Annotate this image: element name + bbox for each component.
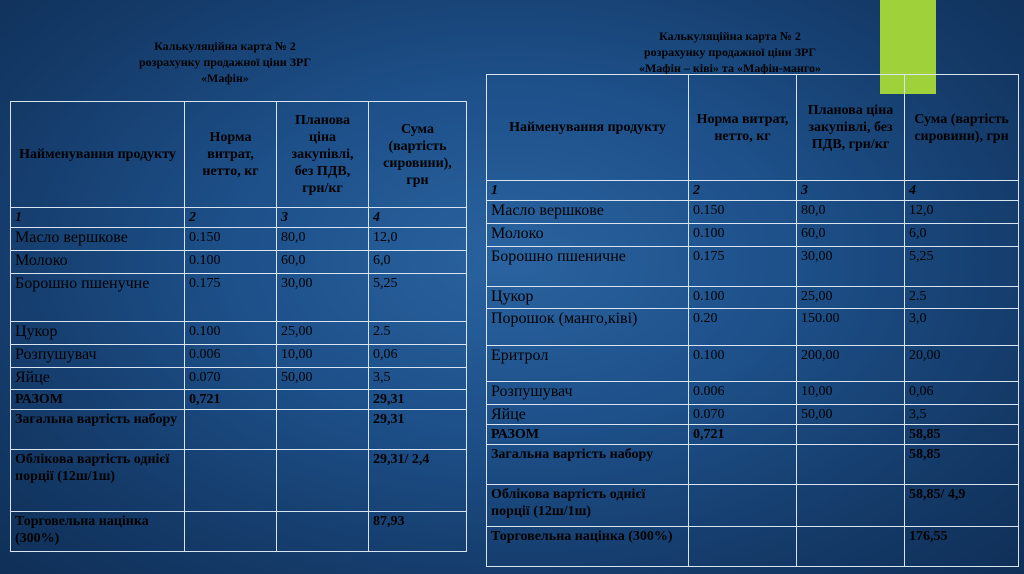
norm-value: 0.100 [689, 224, 797, 247]
header-cell: Норма витрат, нетто, кг [185, 102, 277, 208]
table-row [11, 322, 467, 345]
summary-row [11, 410, 467, 450]
price-value: 25,00 [797, 287, 905, 309]
price-value: 50,00 [797, 405, 905, 425]
norm-value [689, 445, 797, 485]
norm-value: 0.150 [185, 228, 277, 251]
norm-value: 0.175 [689, 247, 797, 287]
right-caption-line: «Мафін – ківі» та «Мафін-манго» [638, 61, 821, 75]
sum-value: 6,0 [369, 251, 467, 274]
table-row [487, 309, 1019, 346]
price-value: 30,00 [797, 247, 905, 287]
norm-value: 0.100 [185, 322, 277, 345]
summary-row [487, 425, 1019, 445]
price-value: 10,00 [277, 345, 369, 368]
price-value: 80,0 [797, 201, 905, 224]
price-value: 80,0 [277, 228, 369, 251]
price-value [277, 410, 369, 450]
product-name: Розпушувач [11, 345, 185, 368]
sum-value: 2.5 [369, 322, 467, 345]
sum-value: 5,25 [369, 274, 467, 322]
product-name: Борошно пшенучне [11, 274, 185, 322]
norm-value: 0.100 [185, 251, 277, 274]
header-row [487, 75, 1019, 181]
left-caption-line: Калькуляційна карта № 2 [154, 39, 296, 53]
index-cell: 4 [369, 208, 467, 228]
table-row [487, 405, 1019, 425]
right-caption-line: розрахунку продажної ціни ЗРГ [643, 45, 816, 59]
product-name: Молоко [487, 224, 689, 247]
table-row [11, 251, 467, 274]
norm-value: 0.070 [185, 368, 277, 390]
table-row [487, 224, 1019, 247]
left-caption-line: «Мафін» [201, 71, 249, 85]
norm-value: 0.150 [689, 201, 797, 224]
price-value: 25,00 [277, 322, 369, 345]
price-value: 50,00 [277, 368, 369, 390]
index-cell: 3 [277, 208, 369, 228]
header-cell: Найменування продукту [11, 102, 185, 208]
sum-value: 29,31 [369, 390, 467, 410]
sum-value: 5,25 [905, 247, 1019, 287]
norm-value [689, 527, 797, 567]
sum-value: 29,31/ 2,4 [369, 450, 467, 512]
summary-label: Облікова вартість однієї порції (12ш/1ш) [11, 450, 185, 512]
sum-value: 12,0 [369, 228, 467, 251]
sum-value: 6,0 [905, 224, 1019, 247]
sum-value: 3,0 [905, 309, 1019, 346]
price-value [797, 425, 905, 445]
header-cell: Найменування продукту [487, 75, 689, 181]
product-name: Борошно пшеничне [487, 247, 689, 287]
table-row [11, 274, 467, 322]
norm-value: 0.20 [689, 309, 797, 346]
price-value [797, 527, 905, 567]
norm-value [185, 410, 277, 450]
norm-value: 0,721 [185, 390, 277, 410]
product-name: Молоко [11, 251, 185, 274]
index-cell: 1 [11, 208, 185, 228]
summary-label: РАЗОМ [11, 390, 185, 410]
norm-value [185, 512, 277, 552]
price-value [277, 390, 369, 410]
summary-label: Торговельна націнка (300%) [11, 512, 185, 552]
summary-label: Торговельна націнка (300%) [487, 527, 689, 567]
norm-value: 0,721 [689, 425, 797, 445]
sum-value: 58,85 [905, 445, 1019, 485]
summary-label: Загальна вартість набору [11, 410, 185, 450]
product-name: Розпушувач [487, 382, 689, 405]
product-name: Яйце [487, 405, 689, 425]
norm-value: 0.175 [185, 274, 277, 322]
table-row [487, 201, 1019, 224]
header-row [11, 102, 467, 208]
table-row [487, 287, 1019, 309]
summary-row [11, 512, 467, 552]
right-caption-line: Калькуляційна карта № 2 [659, 29, 801, 43]
norm-value: 0.100 [689, 346, 797, 382]
left-caption [90, 38, 360, 86]
index-row [11, 208, 467, 228]
norm-value: 0.006 [689, 382, 797, 405]
price-value: 30,00 [277, 274, 369, 322]
summary-row [487, 485, 1019, 527]
table-row [487, 247, 1019, 287]
summary-label: РАЗОМ [487, 425, 689, 445]
summary-row [487, 527, 1019, 567]
norm-value: 0.006 [185, 345, 277, 368]
header-cell: Планова ціна закупівлі, без ПДВ, грн/кг [797, 75, 905, 181]
table-row [11, 368, 467, 390]
table-row [11, 345, 467, 368]
price-value: 200,00 [797, 346, 905, 382]
table-row [11, 228, 467, 251]
index-cell: 2 [185, 208, 277, 228]
sum-value: 29,31 [369, 410, 467, 450]
price-value: 60,0 [797, 224, 905, 247]
norm-value: 0.070 [689, 405, 797, 425]
sum-value: 3,5 [905, 405, 1019, 425]
header-cell: Планова ціна закупівлі, без ПДВ, грн/кг [277, 102, 369, 208]
table-row [487, 382, 1019, 405]
norm-value [185, 450, 277, 512]
right-calc-table [486, 74, 1019, 567]
sum-value: 0,06 [369, 345, 467, 368]
norm-value [689, 485, 797, 527]
price-value [277, 512, 369, 552]
index-cell: 3 [797, 181, 905, 201]
sum-value: 58,85/ 4,9 [905, 485, 1019, 527]
sum-value: 176,55 [905, 527, 1019, 567]
left-calc-table [10, 101, 467, 552]
summary-label: Загальна вартість набору [487, 445, 689, 485]
product-name: Порошок (манго,ківі) [487, 309, 689, 346]
summary-label: Облікова вартість однієї порції (12ш/1ш) [487, 485, 689, 527]
sum-value: 58,85 [905, 425, 1019, 445]
sum-value: 20,00 [905, 346, 1019, 382]
header-cell: Норма витрат, нетто, кг [689, 75, 797, 181]
product-name: Цукор [487, 287, 689, 309]
price-value [797, 485, 905, 527]
sum-value: 12,0 [905, 201, 1019, 224]
sum-value: 87,93 [369, 512, 467, 552]
left-caption-line: розрахунку продажної ціни ЗРГ [138, 55, 311, 69]
product-name: Цукор [11, 322, 185, 345]
sum-value: 2.5 [905, 287, 1019, 309]
right-caption [585, 28, 875, 76]
table-row [487, 346, 1019, 382]
price-value [277, 450, 369, 512]
price-value: 150.00 [797, 309, 905, 346]
header-cell: Сума (вартість сировини), грн [905, 75, 1019, 181]
index-cell: 4 [905, 181, 1019, 201]
product-name: Масло вершкове [487, 201, 689, 224]
price-value: 60,0 [277, 251, 369, 274]
summary-row [487, 445, 1019, 485]
product-name: Еритрол [487, 346, 689, 382]
sum-value: 3,5 [369, 368, 467, 390]
sum-value: 0,06 [905, 382, 1019, 405]
price-value [797, 445, 905, 485]
index-cell: 2 [689, 181, 797, 201]
product-name: Яйце [11, 368, 185, 390]
norm-value: 0.100 [689, 287, 797, 309]
summary-row [11, 390, 467, 410]
product-name: Масло вершкове [11, 228, 185, 251]
header-cell: Сума (вартість сировини), грн [369, 102, 467, 208]
index-row [487, 181, 1019, 201]
summary-row [11, 450, 467, 512]
index-cell: 1 [487, 181, 689, 201]
price-value: 10,00 [797, 382, 905, 405]
